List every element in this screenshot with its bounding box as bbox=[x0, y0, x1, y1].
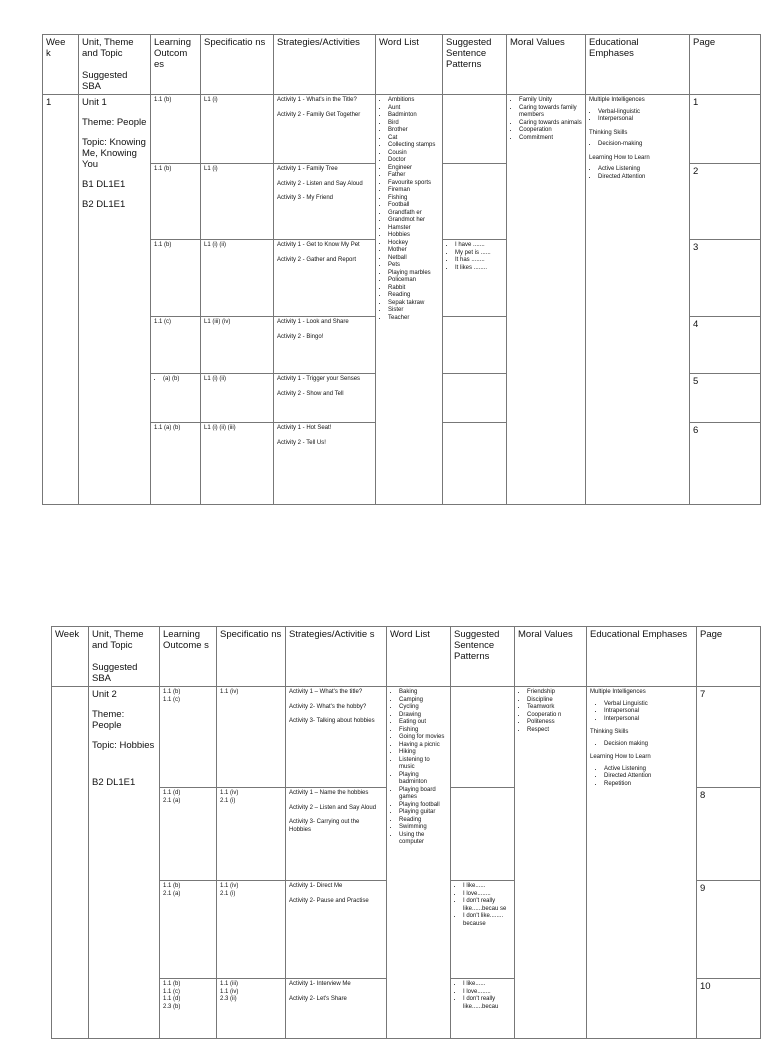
word: • Mother bbox=[388, 247, 439, 255]
header-unit: Unit, Theme and Topic Suggested SBA bbox=[79, 35, 151, 95]
word: • Rabbit bbox=[388, 285, 439, 293]
word: • Playing guitar bbox=[399, 809, 447, 817]
outcome-list bbox=[154, 376, 197, 384]
header-strategies: Strategies/Activitie s bbox=[286, 627, 387, 687]
activity: Activity 1 – What's the title? bbox=[289, 689, 363, 695]
sentence-pattern: • It likes ........ bbox=[455, 265, 503, 273]
edu-list bbox=[590, 741, 693, 749]
edu-list bbox=[589, 109, 686, 124]
specification: 1.1 (iv) 2.1 (i) bbox=[217, 788, 286, 881]
week-number bbox=[52, 687, 89, 1039]
moral-values bbox=[515, 687, 587, 1039]
activity: Activity 2 - Show and Tell bbox=[277, 390, 344, 397]
moral-value: • Discipline bbox=[527, 697, 583, 705]
activity: Activity 2 – Listen and Say Aloud bbox=[289, 804, 377, 811]
learning-outcome: 1.1 (b) bbox=[151, 240, 201, 317]
sentence-pattern: • It has ........ bbox=[455, 257, 503, 265]
edu-item: • Decision-making bbox=[598, 141, 686, 149]
word: • Playing badminton bbox=[399, 772, 447, 787]
educational-emphases bbox=[587, 687, 697, 1039]
outcome-item: • (a) (b) bbox=[163, 376, 197, 384]
page-number: 1 bbox=[690, 95, 761, 164]
sentence-patterns bbox=[451, 788, 515, 881]
word-list-items bbox=[390, 689, 447, 847]
activity: Activity 2- Pause and Practise bbox=[289, 897, 369, 904]
sentence-pattern: • I don't really like......becau bbox=[463, 996, 511, 1011]
edu-item: • Interpersonal bbox=[604, 716, 693, 724]
word: • Hamster bbox=[388, 225, 439, 233]
word: • Grandmot her bbox=[388, 217, 439, 225]
sentence-patterns bbox=[443, 240, 507, 317]
unit-theme: Theme: People bbox=[92, 709, 125, 731]
moral-value: • Commitment bbox=[519, 135, 582, 143]
table-header-row bbox=[43, 35, 761, 95]
learning-outcome: 1.1 (b) 2.1 (a) bbox=[160, 881, 217, 979]
activities bbox=[274, 317, 376, 374]
sentence-patterns bbox=[443, 317, 507, 374]
activity: Activity 2- What's the hobby? bbox=[289, 703, 367, 710]
moral-values-list bbox=[518, 689, 583, 734]
edu-item: • Verbal-linguistic bbox=[598, 109, 686, 117]
word: • Aunt bbox=[388, 105, 439, 113]
activity: Activity 2 - Tell Us! bbox=[277, 439, 326, 446]
activity: Activity 2 - Listen and Say Aloud bbox=[277, 180, 363, 187]
sentence-pattern: • I like...... bbox=[463, 883, 511, 891]
sentence-pattern: • I like...... bbox=[463, 981, 511, 989]
moral-value: • Caring towards family members bbox=[519, 105, 582, 120]
learning-outcome: 1.1 (a) (b) bbox=[151, 423, 201, 505]
moral-value: • Caring towards animals bbox=[519, 120, 582, 128]
moral-value: • Politeness bbox=[527, 719, 583, 727]
edu-heading: Thinking Skills bbox=[590, 729, 629, 735]
moral-values-list bbox=[510, 97, 582, 142]
table-row bbox=[52, 687, 761, 788]
sba-code: B2 DL1E1 bbox=[82, 199, 126, 210]
specification: L1 (iii) (iv) bbox=[201, 317, 274, 374]
word: • Football bbox=[388, 202, 439, 210]
word: • Playing marbles bbox=[388, 270, 439, 278]
sentence-pattern: • I love........ bbox=[463, 891, 511, 899]
sentence-pattern: • I love........ bbox=[463, 989, 511, 997]
word: • Policeman bbox=[388, 277, 439, 285]
edu-heading: Multiple Intelligences bbox=[589, 97, 645, 103]
page-number: 3 bbox=[690, 240, 761, 317]
sentence-patterns bbox=[451, 881, 515, 979]
sentence-patterns bbox=[443, 423, 507, 505]
activity: Activity 1 - Hot Seat! bbox=[277, 425, 332, 431]
moral-value: • Cooperatio n bbox=[527, 712, 583, 720]
edu-heading: Learning How to Learn bbox=[589, 154, 650, 161]
word: • Reading bbox=[388, 292, 439, 300]
activities bbox=[286, 687, 387, 788]
word: • Playing football bbox=[399, 802, 447, 810]
sba-code: B2 DL1E1 bbox=[92, 777, 136, 788]
header-word-list: Word List bbox=[376, 35, 443, 95]
word: • Netball bbox=[388, 255, 439, 263]
activities bbox=[274, 374, 376, 423]
activity: Activity 1 - Get to Know My Pet bbox=[277, 242, 360, 248]
sentence-patterns bbox=[443, 164, 507, 240]
activity: Activity 3- Talking about hobbies bbox=[289, 718, 375, 724]
specification: L1 (i) (ii) bbox=[201, 240, 274, 317]
edu-item: • Decision making bbox=[604, 741, 693, 749]
sentence-pattern-list bbox=[454, 981, 511, 1011]
edu-list bbox=[590, 766, 693, 789]
specification: 1.1 (iv) 2.1 (i) bbox=[217, 881, 286, 979]
activities bbox=[274, 240, 376, 317]
word: • Hobbies bbox=[388, 232, 439, 240]
specification: L1 (i) (ii) (iii) bbox=[201, 423, 274, 505]
sentence-patterns bbox=[443, 374, 507, 423]
page-number: 4 bbox=[690, 317, 761, 374]
unit-theme-topic bbox=[79, 95, 151, 505]
page-number: 8 bbox=[697, 788, 761, 881]
edu-heading: Multiple Intelligences bbox=[590, 689, 646, 695]
activities bbox=[286, 881, 387, 979]
sentence-pattern-list bbox=[454, 883, 511, 928]
header-sentence-patterns: Suggested Sentence Patterns bbox=[443, 35, 507, 95]
educational-emphases bbox=[586, 95, 690, 505]
edu-item: • Directed Attention bbox=[604, 773, 693, 781]
word: • Using the computer bbox=[399, 832, 447, 847]
word: • Pets bbox=[388, 262, 439, 270]
word: • Going for movies bbox=[399, 734, 447, 742]
activities bbox=[286, 979, 387, 1039]
word: • Sister bbox=[388, 307, 439, 315]
week-number: 1 bbox=[43, 95, 79, 505]
moral-values bbox=[507, 95, 586, 505]
word-list bbox=[376, 95, 443, 505]
edu-heading: Thinking Skills bbox=[589, 129, 628, 136]
header-strategies: Strategies/Activities bbox=[274, 35, 376, 95]
unit-topic: Topic: Hobbies bbox=[92, 740, 155, 751]
edu-list bbox=[590, 701, 693, 724]
unit-title: Unit 2 bbox=[92, 689, 117, 700]
activity: Activity 1 - Look and Share bbox=[277, 319, 349, 325]
word: • Grandfath er bbox=[388, 210, 439, 218]
sentence-patterns bbox=[451, 979, 515, 1039]
sentence-pattern: • My pet is ...... bbox=[455, 250, 503, 258]
specification: 1.1 (iv) bbox=[217, 687, 286, 788]
activity: Activity 3 - My Friend bbox=[277, 195, 334, 201]
word: • Listening to music bbox=[399, 757, 447, 772]
word: • Cousin bbox=[388, 150, 439, 158]
activity: Activity 3- Carrying out the Hobbies bbox=[289, 819, 360, 833]
unit-theme: Theme: People bbox=[82, 117, 147, 128]
word: • Swimming bbox=[399, 824, 447, 832]
specification: L1 (i) bbox=[201, 164, 274, 240]
word: • Hockey bbox=[388, 240, 439, 248]
edu-item: • Interpersonal bbox=[598, 116, 686, 124]
lesson-plan-table-unit-2 bbox=[51, 626, 761, 1039]
specification: L1 (i) (ii) bbox=[201, 374, 274, 423]
word: • Camping bbox=[399, 697, 447, 705]
word: • Drawing bbox=[399, 712, 447, 720]
word: • Having a picnic bbox=[399, 742, 447, 750]
sentence-pattern: • I have ....... bbox=[455, 242, 503, 250]
lesson-plan-table-unit-1 bbox=[42, 34, 761, 505]
header-page: Page bbox=[690, 35, 761, 95]
page-number: 7 bbox=[697, 687, 761, 788]
word: • Brother bbox=[388, 127, 439, 135]
header-unit: Unit, Theme and Topic Suggested SBA bbox=[89, 627, 160, 687]
edu-item: • Directed Attention bbox=[598, 174, 686, 182]
activity: Activity 2 - Family Get Together bbox=[277, 111, 361, 118]
learning-outcome bbox=[151, 374, 201, 423]
word-list-items bbox=[379, 97, 439, 322]
sba-code: B1 DL1E1 bbox=[82, 179, 126, 190]
moral-value: • Respect bbox=[527, 727, 583, 735]
sentence-patterns bbox=[443, 95, 507, 164]
activities bbox=[286, 788, 387, 881]
unit-theme-topic bbox=[89, 687, 160, 1039]
unit-title: Unit 1 bbox=[82, 97, 107, 108]
header-page: Page bbox=[697, 627, 761, 687]
sentence-pattern: • I don't really like......becau se bbox=[463, 898, 511, 913]
learning-outcome: 1.1 (d) 2.1 (a) bbox=[160, 788, 217, 881]
activity: Activity 1 - What's in the Title? bbox=[277, 97, 357, 103]
table-header-row bbox=[52, 627, 761, 687]
edu-item: • Active Listening bbox=[604, 766, 693, 774]
activities bbox=[274, 164, 376, 240]
learning-outcome: 1.1 (b) 1.1 (c) bbox=[160, 687, 217, 788]
word: • Sepak takraw bbox=[388, 300, 439, 308]
header-week: Wee k bbox=[43, 35, 79, 95]
word-list bbox=[387, 687, 451, 1039]
edu-item: • Verbal Linguistic bbox=[604, 701, 693, 709]
header-specifications: Specificatio ns bbox=[217, 627, 286, 687]
page-number: 5 bbox=[690, 374, 761, 423]
word: • Collecting stamps bbox=[388, 142, 439, 150]
specification: 1.1 (iii) 1.1 (iv) 2.3 (ii) bbox=[217, 979, 286, 1039]
word: • Cat bbox=[388, 135, 439, 143]
edu-list bbox=[589, 166, 686, 181]
sentence-pattern: • I don't like........ because bbox=[463, 913, 511, 928]
word: • Baking bbox=[399, 689, 447, 697]
word: • Eating out bbox=[399, 719, 447, 727]
word: • Teacher bbox=[388, 315, 439, 323]
activity: Activity 2 - Gather and Report bbox=[277, 256, 357, 263]
word: • Hiking bbox=[399, 749, 447, 757]
header-educational-emphases: Educational Emphases bbox=[586, 35, 690, 95]
unit-topic: Topic: Knowing Me, Knowing You bbox=[82, 137, 146, 170]
word: • Engineer bbox=[388, 165, 439, 173]
sentence-patterns bbox=[451, 687, 515, 788]
edu-item: • Active Listening bbox=[598, 166, 686, 174]
header-week: Week bbox=[52, 627, 89, 687]
header-moral-values: Moral Values bbox=[507, 35, 586, 95]
word: • Doctor bbox=[388, 157, 439, 165]
activity: Activity 1- Interview Me bbox=[289, 981, 351, 987]
activities bbox=[274, 95, 376, 164]
learning-outcome: 1.1 (b) 1.1 (c) 1.1 (d) 2.3 (b) bbox=[160, 979, 217, 1039]
header-learning-outcomes: Learning Outcome s bbox=[160, 627, 217, 687]
word: • Father bbox=[388, 172, 439, 180]
word: • Cycling bbox=[399, 704, 447, 712]
specification: L1 (i) bbox=[201, 95, 274, 164]
word: • Ambitions bbox=[388, 97, 439, 105]
activity: Activity 1 - Family Tree bbox=[277, 166, 338, 172]
word: • Favourite sports bbox=[388, 180, 439, 188]
moral-value: • Teamwork bbox=[527, 704, 583, 712]
page-number: 9 bbox=[697, 881, 761, 979]
activity: Activity 1 - Trigger your Senses bbox=[277, 376, 361, 382]
header-moral-values: Moral Values bbox=[515, 627, 587, 687]
word: • Bird bbox=[388, 120, 439, 128]
word: • Fishing bbox=[388, 195, 439, 203]
table-row bbox=[43, 95, 761, 164]
moral-value: • Friendship bbox=[527, 689, 583, 697]
word: • Fireman bbox=[388, 187, 439, 195]
learning-outcome: 1.1 (b) bbox=[151, 95, 201, 164]
edu-heading: Learning How to Learn bbox=[590, 754, 651, 760]
word: • Reading bbox=[399, 817, 447, 825]
learning-outcome: 1.1 (c) bbox=[151, 317, 201, 374]
activity: Activity 2- Let's Share bbox=[289, 995, 347, 1002]
sentence-pattern-list bbox=[446, 242, 503, 272]
edu-list bbox=[589, 141, 686, 149]
page-number: 10 bbox=[697, 979, 761, 1039]
word: • Fishing bbox=[399, 727, 447, 735]
edu-item: • Repetition bbox=[604, 781, 693, 789]
moral-value: • Family Unity bbox=[519, 97, 582, 105]
activity: Activity 2 - Bingo! bbox=[277, 333, 324, 340]
header-learning-outcomes: Learning Outcom es bbox=[151, 35, 201, 95]
learning-outcome: 1.1 (b) bbox=[151, 164, 201, 240]
page-number: 6 bbox=[690, 423, 761, 505]
header-sentence-patterns: Suggested Sentence Patterns bbox=[451, 627, 515, 687]
activity: Activity 1- Direct Me bbox=[289, 883, 343, 889]
activity: Activity 1 – Name the hobbies bbox=[289, 790, 369, 796]
header-educational-emphases: Educational Emphases bbox=[587, 627, 697, 687]
header-specifications: Specificatio ns bbox=[201, 35, 274, 95]
word: • Badminton bbox=[388, 112, 439, 120]
activities bbox=[274, 423, 376, 505]
header-word-list: Word List bbox=[387, 627, 451, 687]
edu-item: • Intrapersonal bbox=[604, 708, 693, 716]
page-number: 2 bbox=[690, 164, 761, 240]
word: • Playing board games bbox=[399, 787, 447, 802]
moral-value: • Cooperation bbox=[519, 127, 582, 135]
